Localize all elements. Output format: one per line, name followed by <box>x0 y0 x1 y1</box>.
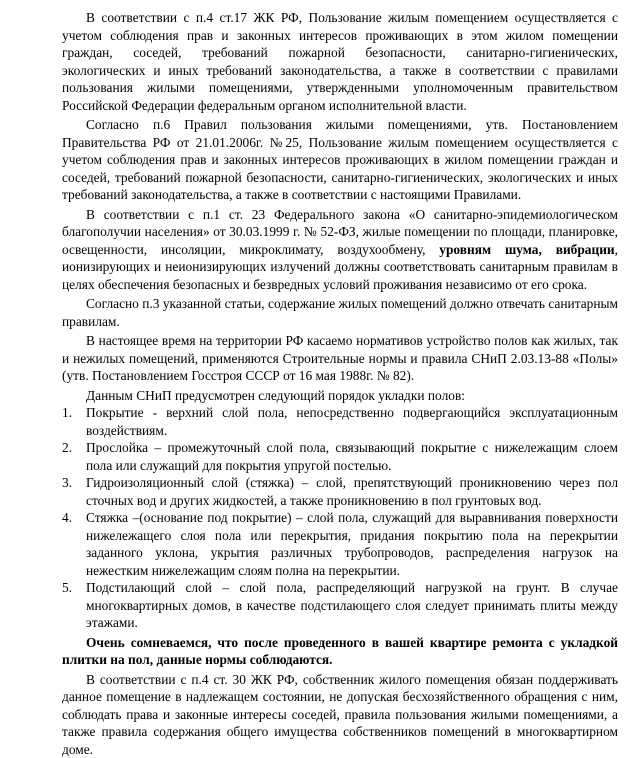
sanitary-law-text-2: , ионизирующих и неионизирующих излучений должны соответствовать санитарным правилам в целях обеспечения безопасных и безвредных условий проживания независимо от его срока. <box>62 242 618 292</box>
list-item: 1. Покрытие - верхний слой пола, непосредственно подвергающийся эксплуатационным воздействиям. <box>62 404 618 439</box>
paragraph-article-17: В соответствии с п.4 ст.17 ЖК РФ, Пользование жилым помещением осуществляется с учетом соблюдения прав и законных интересов проживающих в этом жилом помещении граждан, соседей, требований пожарной безопасности, санитарно-гигиенических, экологических и иных требований законодательства, а также в соответствии с правилами пользования жилыми помещениями, утвержденными уполномоченным правительством Российской Федерации федеральным органом исполнительной власти. <box>62 9 618 114</box>
paragraph-sanitary-law <box>62 206 618 294</box>
paragraph-conclusion: Очень сомневаемся, что после проведенного в вашей квартире ремонта с укладкой плитки на пол, данные нормы соблюдаются. <box>62 634 618 669</box>
sanitary-law-text-1: В соответствии с п.1 ст. 23 Федерального закона «О санитарно-эпидемиологическом благополучии населения» от 30.03.1999 г. № 52-ФЗ, жилые помещении по площади, планировке, освещенности, инсоляции, микроклимату, воздухообмену, <box>62 207 618 257</box>
paragraph-rules-point-6: Согласно п.6 Правил пользования жилыми помещениями, утв. Постановлением Правительства РФ от 21.01.2006г. №25, Пользование жилым помещением осуществляется с учетом соблюдения прав и законных интересов проживающих в жилом помещении граждан и соседей, требований пожарной безопасности, санитарно-гигиенических, экологических и иных требований законодательства, а также в соответствии с настоящими Правилами. <box>62 116 618 204</box>
list-item: 4. Стяжка –(основание под покрытие) – слой пола, служащий для выравнивания поверхности нижележащего слоя пола или перекрытия, придания покрытию пола на перекрытии заданного уклона, укрытия различных трубопроводов, распределения нагрузок на нежестким нижележащим слоям полна на перекрытии. <box>62 509 618 579</box>
list-item: 5. Подстилающий слой – слой пола, распределяющий нагрузкой на грунт. В случае многоквартирных домов, в качестве подстилающего слоя следует принимать плиты между этажами. <box>62 579 618 632</box>
paragraph-point-3: Согласно п.3 указанной статьи, содержание жилых помещений должно отвечать санитарным правилам. <box>62 295 618 330</box>
list-item: 3. Гидроизоляционный слой (стяжка) – слой, препятствующий проникновению через пол сточных вод и других жидкостей, а также проникновению в пол грунтовых вод. <box>62 474 618 509</box>
paragraph-article-30: В соответствии с п.4 ст. 30 ЖК РФ, собственник жилого помещения обязан поддерживать данное помещение в надлежащем состоянии, не допуская бесхозяйственного обращения с ним, соблюдать права и законные интересы соседей, правила пользования жилыми помещениями, а также правила содержания общего имущества собственников помещений в многоквартирном доме. <box>62 671 618 758</box>
sanitary-law-bold: уровням шума, вибрации <box>439 242 614 257</box>
list-item: 2. Прослойка – промежуточный слой пола, связывающий покрытие с нижележащим слоем пола или служащий для покрытия упругой постелью. <box>62 439 618 474</box>
paragraph-order-intro: Данным СНиП предусмотрен следующий порядок укладки полов: <box>62 387 618 405</box>
floor-layers-list <box>62 404 618 632</box>
paragraph-snip: В настоящее время на территории РФ касаемо нормативов устройство полов как жилых, так и нежилых помещений, применяются Строительные нормы и правила СНиП 2.03.13-88 «Полы» (утв. Постановлением Госстроя СССР от 16 мая 1988г. № 82). <box>62 332 618 385</box>
